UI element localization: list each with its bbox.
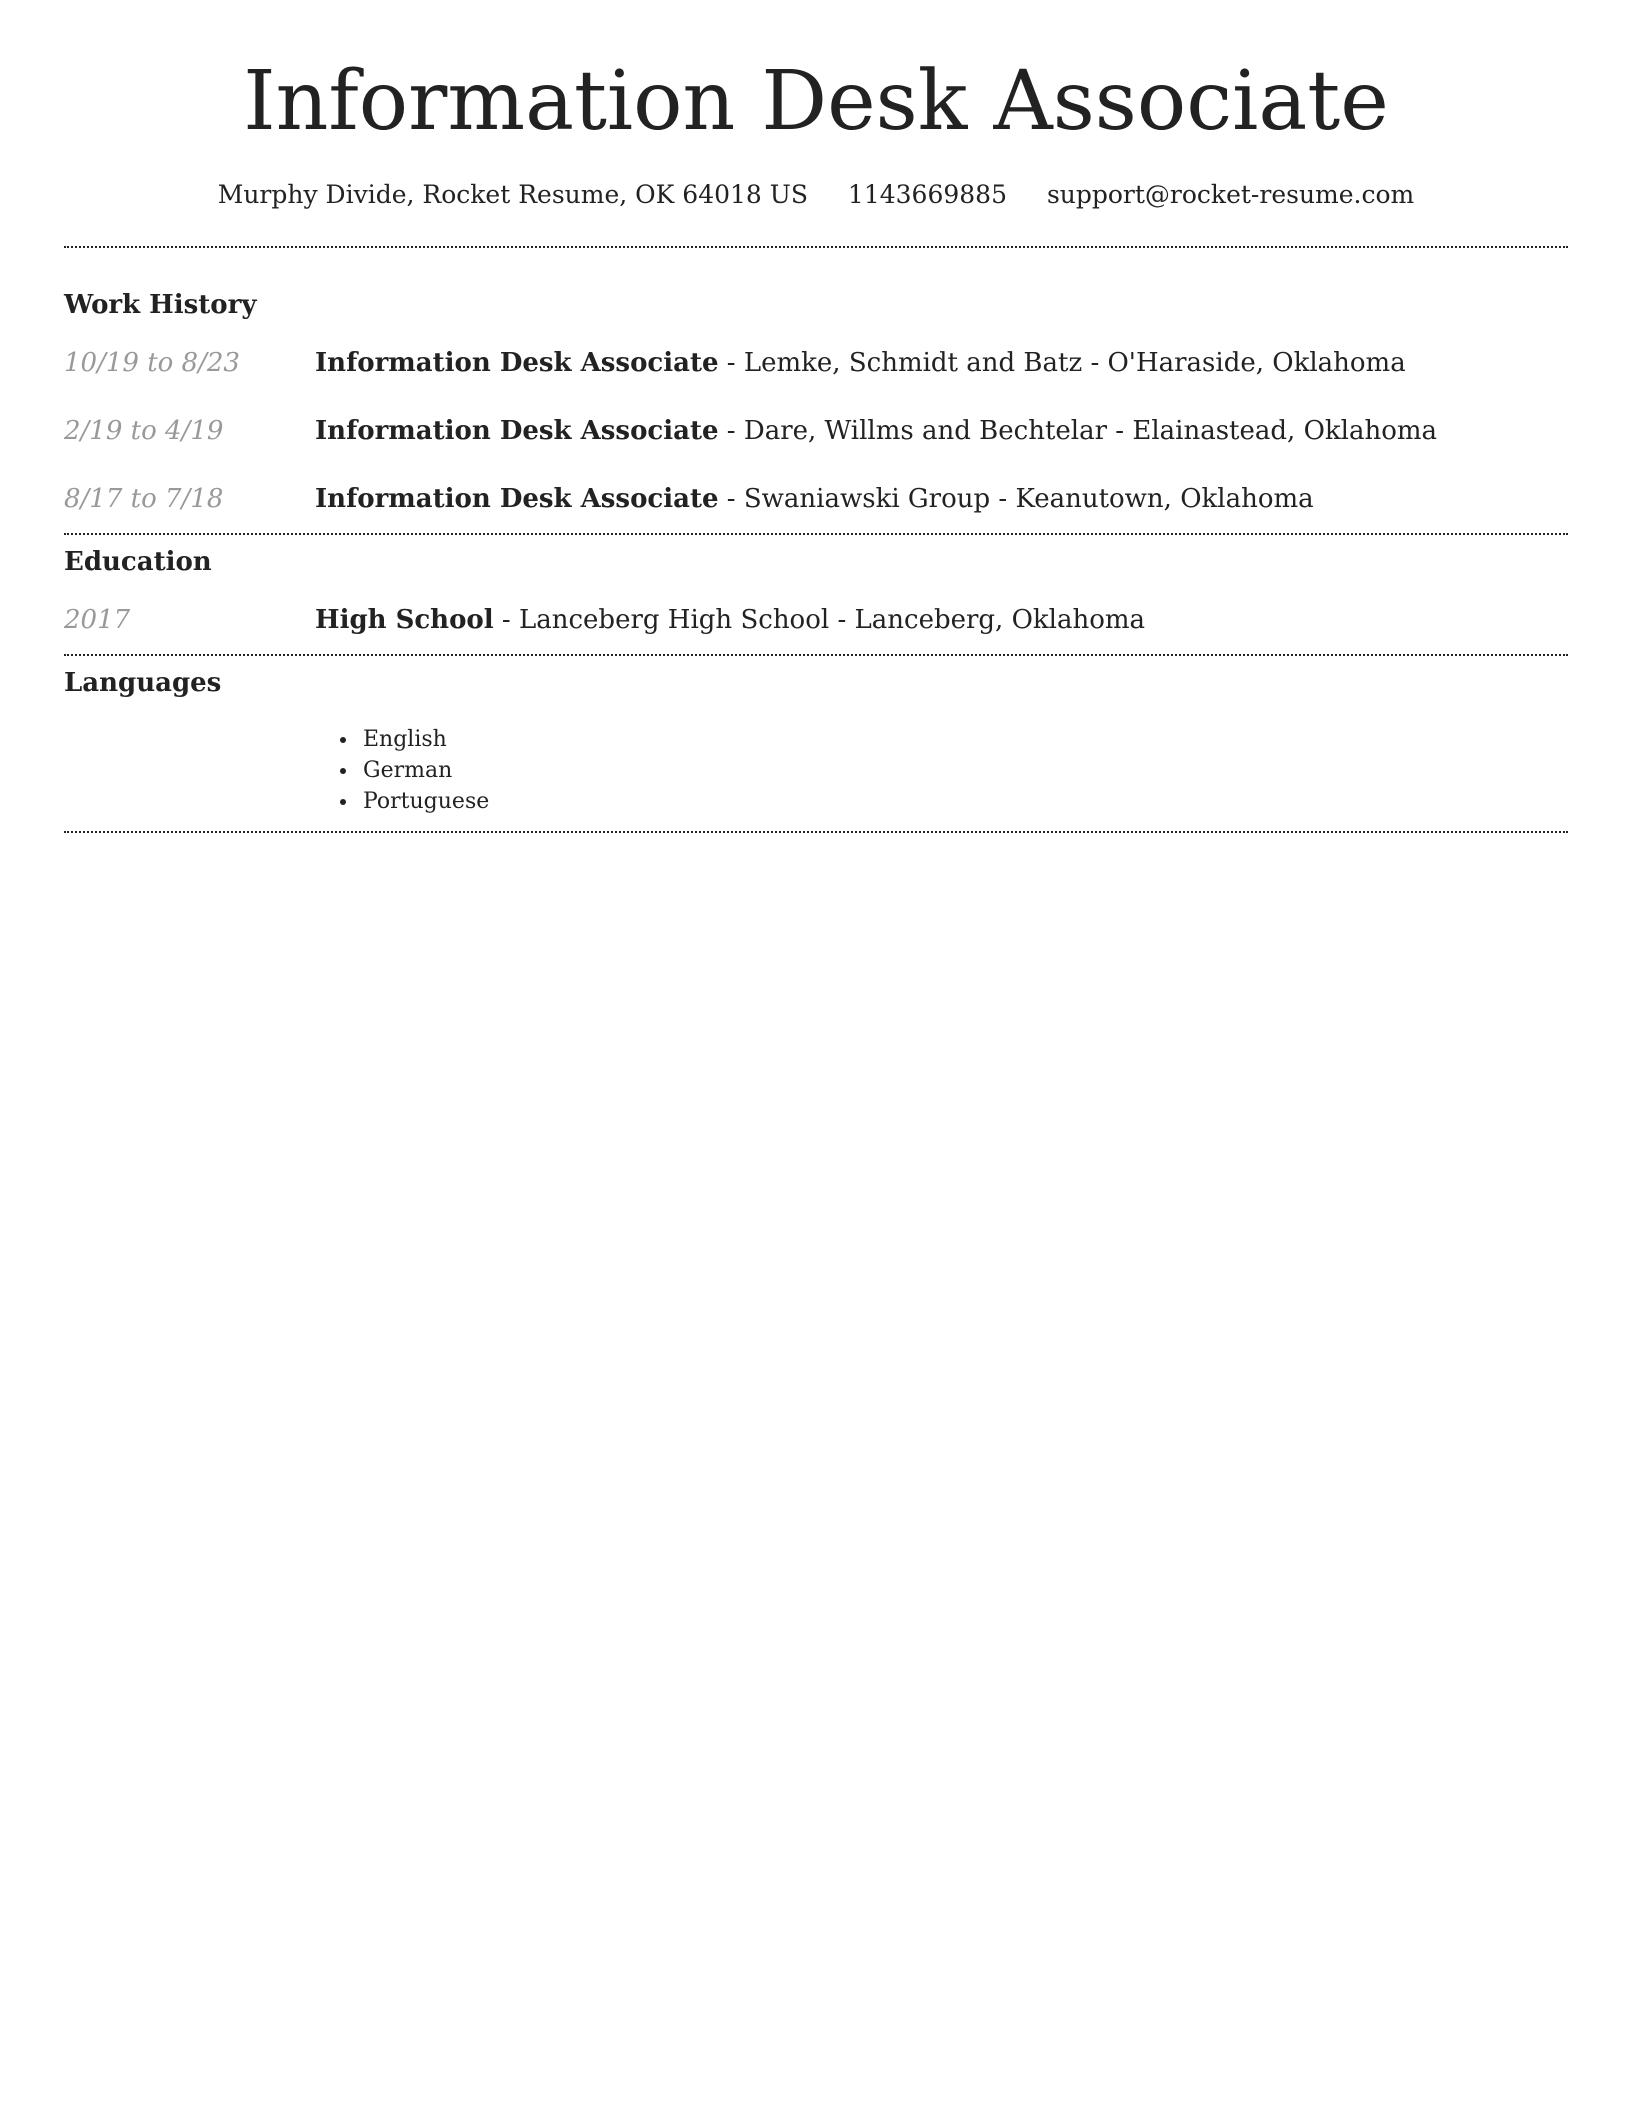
contact-phone: 1143669885: [847, 180, 1007, 209]
education-entry: [64, 603, 1568, 637]
work-entry-date: 2/19 to 4/19: [64, 416, 224, 446]
work-entry-details: - Lemke, Schmidt and Batz - O'Haraside, Oklahoma: [718, 348, 1406, 378]
work-entry-date: 8/17 to 7/18: [64, 484, 224, 514]
work-entry-date: 10/19 to 8/23: [64, 348, 240, 378]
resume-title: Information Desk Associate: [243, 54, 1389, 149]
work-history-divider: [64, 533, 1568, 535]
education-entry-text: [315, 603, 1145, 637]
languages-section: [64, 666, 1568, 817]
work-entry: [64, 414, 1568, 448]
languages-list: [64, 724, 1568, 817]
work-entry-role: Information Desk Associate: [315, 484, 719, 514]
language-item: • German: [359, 755, 1568, 786]
education-entry-degree: High School: [315, 605, 494, 635]
education-entry-date: 2017: [64, 605, 131, 635]
language-item: • English: [359, 724, 1568, 755]
education-divider: [64, 654, 1568, 656]
work-entry-details: - Swaniawski Group - Keanutown, Oklahoma: [718, 484, 1314, 514]
work-entry-role: Information Desk Associate: [315, 416, 719, 446]
work-entry-role: Information Desk Associate: [315, 348, 719, 378]
languages-heading: Languages: [64, 668, 222, 698]
work-entry: [64, 346, 1568, 380]
languages-divider: [64, 831, 1568, 833]
work-entry-text: [315, 346, 1406, 380]
work-entry-details: - Dare, Willms and Bechtelar - Elainastead, Oklahoma: [718, 416, 1438, 446]
contact-address: Murphy Divide, Rocket Resume, OK 64018 US: [217, 180, 808, 209]
language-item: • Portuguese: [359, 786, 1568, 817]
work-entry-text: [315, 482, 1314, 516]
education-heading: Education: [64, 547, 212, 577]
education-section: [64, 545, 1568, 637]
work-entry: [64, 482, 1568, 516]
work-entry-text: [315, 414, 1437, 448]
work-history-section: [64, 288, 1568, 516]
contact-email: support@rocket-resume.com: [1046, 180, 1415, 209]
education-entry-details: - Lanceberg High School - Lanceberg, Oklahoma: [493, 605, 1146, 635]
header-divider: [64, 246, 1568, 248]
contact-line: [64, 178, 1568, 212]
work-history-heading: Work History: [64, 290, 257, 320]
